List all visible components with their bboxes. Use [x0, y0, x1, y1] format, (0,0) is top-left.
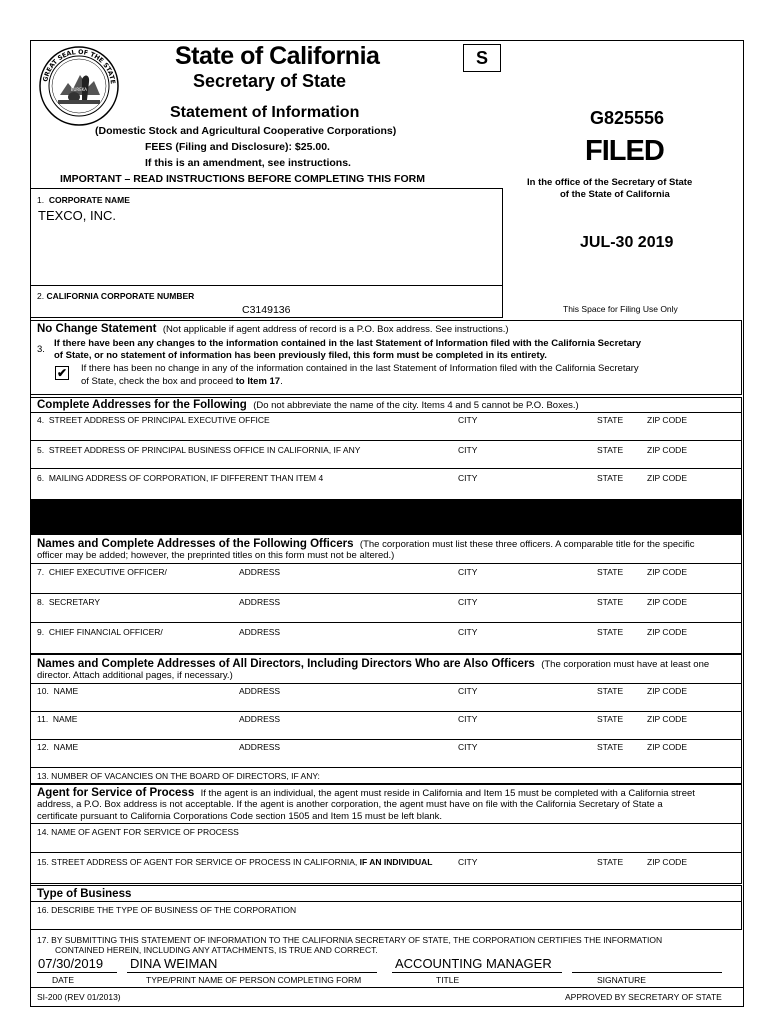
item5-label: 5. STREET ADDRESS OF PRINCIPAL BUSINESS OFFICE IN CALIFORNIA, IF ANY — [37, 445, 361, 455]
item6-label: 6. MAILING ADDRESS OF CORPORATION, IF DIFFERENT THAN ITEM 4 — [37, 473, 324, 483]
item12-state: STATE — [597, 742, 624, 752]
date-label: DATE — [52, 975, 75, 985]
item16-label: 16. DESCRIBE THE TYPE OF BUSINESS OF THE CORPORATION — [37, 905, 297, 915]
item9-label: 9. CHIEF FINANCIAL OFFICER/ — [37, 627, 163, 637]
amendment-note: If this is an amendment, see instructions. — [145, 157, 351, 169]
corp-type: (Domestic Stock and Agricultural Cooperative Corporations) — [95, 125, 397, 137]
item3-check-line-1: If there has been no change in any of the information contained in the last Statement of Information filed with the California Secretary — [81, 363, 639, 374]
item11-city: CITY — [458, 714, 478, 724]
item15-zip: ZIP CODE — [647, 857, 687, 867]
page-subtitle: Secretary of State — [193, 71, 347, 91]
page-title: State of California — [175, 42, 380, 70]
item2-label: 2. CALIFORNIA CORPORATE NUMBER — [37, 291, 195, 301]
item11-label: 11. NAME — [37, 714, 78, 724]
office-line-1: In the office of the Secretary of State — [527, 177, 693, 188]
filing-space-note: This Space for Filing Use Only — [563, 304, 678, 314]
agent-line-3: certificate pursuant to California Corporations Code section 1505 and Item 15 must be left blank. — [37, 811, 443, 822]
item11-address: ADDRESS — [239, 714, 281, 724]
approved-note: APPROVED BY SECRETARY OF STATE — [565, 992, 722, 1002]
item10-zip: ZIP CODE — [647, 686, 687, 696]
important-note: IMPORTANT – READ INSTRUCTIONS BEFORE COMPLETING THIS FORM — [60, 173, 425, 185]
item9-address: ADDRESS — [239, 627, 281, 637]
statement-title: Statement of Information — [170, 104, 360, 121]
item15-state: STATE — [597, 857, 624, 867]
addresses-heading: Complete Addresses for the Following (Do not abbreviate the name of the city. Items 4 and 5 cannot be P.O. Boxes.) — [37, 399, 579, 411]
item15-label: 15. STREET ADDRESS OF AGENT FOR SERVICE OF PROCESS IN CALIFORNIA, IF AN INDIVIDUAL — [37, 857, 433, 867]
corporate-number-field[interactable]: C3149136 — [242, 304, 291, 316]
seal-graphic — [38, 45, 120, 127]
signature-line[interactable] — [572, 972, 722, 973]
item6-city: CITY — [458, 473, 478, 483]
fees-line: FEES (Filing and Disclosure): $25.00. — [145, 141, 330, 153]
item9-city: CITY — [458, 627, 478, 637]
item11-state: STATE — [597, 714, 624, 724]
item4-state: STATE — [597, 415, 624, 425]
item3-line-1: If there have been any changes to the information contained in the last Statement of Information filed with the California Secretary — [54, 338, 641, 349]
date-field[interactable]: 07/30/2019 — [38, 956, 104, 971]
name-label: TYPE/PRINT NAME OF PERSON COMPLETING FORM — [146, 975, 362, 985]
no-change-checkbox[interactable]: ✔ — [56, 366, 68, 380]
item10-city: CITY — [458, 686, 478, 696]
agent-line-2: address, a P.O. Box address is not acceptable. If the agent is another corporation, the agent must have on file with the California Secretary of State a — [37, 799, 663, 810]
item4-zip: ZIP CODE — [647, 415, 687, 425]
item13-vacancies: 13. NUMBER OF VACANCIES ON THE BOARD OF DIRECTORS, IF ANY: — [37, 771, 320, 781]
item6-state: STATE — [597, 473, 624, 483]
item7-address: ADDRESS — [239, 567, 281, 577]
item5-zip: ZIP CODE — [647, 445, 687, 455]
filed-stamp: FILED — [585, 135, 664, 167]
item6-zip: ZIP CODE — [647, 473, 687, 483]
svg-text:EUREKA: EUREKA — [70, 87, 88, 92]
item10-label: 10. NAME — [37, 686, 79, 696]
item12-zip: ZIP CODE — [647, 742, 687, 752]
item3-check-line-2: of State, check the box and proceed to Item 17. — [81, 376, 283, 387]
item7-label: 7. CHIEF EXECUTIVE OFFICER/ — [37, 567, 167, 577]
title-field[interactable]: ACCOUNTING MANAGER — [395, 956, 552, 971]
item5-city: CITY — [458, 445, 478, 455]
svg-text:GREAT SEAL OF THE STATE OF CAL: GREAT SEAL OF THE STATE — [42, 48, 116, 85]
state-seal — [38, 45, 120, 127]
item15-city: CITY — [458, 857, 478, 867]
item14-label: 14. NAME OF AGENT FOR SERVICE OF PROCESS — [37, 827, 239, 837]
item8-state: STATE — [597, 597, 624, 607]
item3-num: 3. — [37, 344, 45, 355]
title-label: TITLE — [436, 975, 460, 985]
item8-zip: ZIP CODE — [647, 597, 687, 607]
item4-label: 4. STREET ADDRESS OF PRINCIPAL EXECUTIVE OFFICE — [37, 415, 270, 425]
redaction-bar — [30, 500, 742, 534]
corporate-name-field[interactable]: TEXCO, INC. — [38, 208, 117, 223]
item12-label: 12. NAME — [37, 742, 79, 752]
item11-zip: ZIP CODE — [647, 714, 687, 724]
form-code-letter: S — [475, 48, 488, 68]
item8-label: 8. SECRETARY — [37, 597, 100, 607]
filing-date: JUL-30 2019 — [580, 234, 674, 251]
no-change-heading: No Change Statement (Not applicable if agent address of record is a P.O. Box address. See instructions.) — [37, 323, 509, 335]
item17-line-1: 17. BY SUBMITTING THIS STATEMENT OF INFORMATION TO THE CALIFORNIA SECRETARY OF STATE, THE CORPORATION CERTIFIES THE INFORMATION — [37, 935, 663, 945]
agent-heading: Agent for Service of Process If the agent is an individual, the agent must reside in California and Item 15 must be completed with a California street — [37, 787, 695, 799]
form-code-box — [463, 44, 501, 72]
officers-note-2: officer may be added; however, the preprinted titles on this form must not be altered.) — [37, 550, 395, 561]
directors-note-2: director. Attach additional pages, if necessary.) — [37, 670, 233, 681]
item7-state: STATE — [597, 567, 624, 577]
item12-address: ADDRESS — [239, 742, 281, 752]
item7-zip: ZIP CODE — [647, 567, 687, 577]
officers-heading: Names and Complete Addresses of the Following Officers (The corporation must list these three officers. A comparable title for the specific — [37, 538, 695, 550]
item17-line-2: CONTAINED HEREIN, INCLUDING ANY ATTACHMENTS, IS TRUE AND CORRECT. — [55, 945, 378, 955]
item5-state: STATE — [597, 445, 624, 455]
item10-state: STATE — [597, 686, 624, 696]
item12-city: CITY — [458, 742, 478, 752]
directors-heading: Names and Complete Addresses of All Directors, Including Directors Who are Also Officers (The corporation must have at least one — [37, 658, 710, 670]
form-id: SI-200 (REV 01/2013) — [37, 992, 121, 1002]
item10-address: ADDRESS — [239, 686, 281, 696]
item8-city: CITY — [458, 597, 478, 607]
item1-label: 1. CORPORATE NAME — [37, 195, 130, 205]
filing-number: G825556 — [590, 108, 665, 128]
item7-city: CITY — [458, 567, 478, 577]
item3-line-2: of State, or no statement of information has been previously filed, this form must be completed in its entirety. — [54, 350, 547, 361]
item9-zip: ZIP CODE — [647, 627, 687, 637]
item9-state: STATE — [597, 627, 624, 637]
item8-address: ADDRESS — [239, 597, 281, 607]
name-field[interactable]: DINA WEIMAN — [130, 956, 218, 971]
business-heading: Type of Business — [37, 888, 132, 900]
office-line-2: of the State of California — [560, 189, 670, 200]
item4-city: CITY — [458, 415, 478, 425]
signature-label: SIGNATURE — [597, 975, 646, 985]
